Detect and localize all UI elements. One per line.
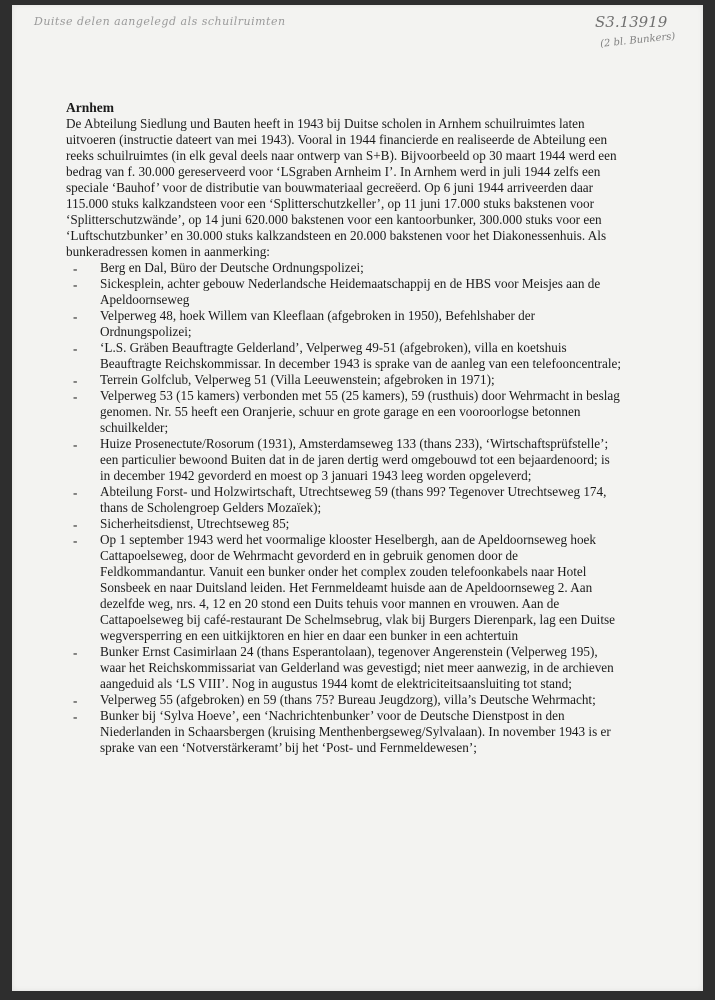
list-bullet: - — [73, 485, 78, 500]
list-bullet: - — [73, 277, 78, 292]
list-item-text: Berg en Dal, Büro der Deutsche Ordnungspolizei; — [100, 260, 364, 275]
list-item — [66, 516, 622, 532]
list-bullet: - — [73, 709, 78, 724]
list-bullet: - — [73, 261, 78, 276]
archive-code: S3.13919 — [595, 13, 668, 31]
intro-paragraph: De Abteilung Siedlung und Bauten heeft in 1943 bij Duitse scholen in Arnhem schuilruimtes laten uitvoeren (instructie dateert van mei 1943). Vooral in 1944 financierde en realiseerde de Abteilung een reeks schuilruimtes (in elk geval deels naar ontwerp van S+B). Bijvoorbeeld op 30 maart 1944 werd een bedrag van f. 30.000 gereserveerd voor ‘LSgraben Arnheim I’. In Arnhem werd in juli 1944 zelfs een speciale ‘Bauhof’ voor de distributie van bouwmateriaal gecreëerd. Op 6 juni 1944 arriveerden daar 115.000 stuks kalkzandsteen voor een ‘Splitterschutzkeller’, op 11 juni 17.000 stuks bakstenen voor ‘Splitterschutzwände’, op 14 juni 620.000 bakstenen voor een kantoorbunker, 300.000 stuks voor een ‘Luftschutzbunker’ en 30.000 stuks kalkzandsteen en 20.000 bakstenen voor het Diakonessenhuis. Als bunkeradressen komen in aanmerking: — [66, 116, 617, 259]
bunker-address-list — [66, 260, 622, 756]
list-bullet: - — [73, 533, 78, 548]
list-item — [66, 276, 622, 308]
list-item-text: Sickesplein, achter gebouw Nederlandsche Heidemaatschappij en de HBS voor Meisjes aan de Apeldoornseweg — [100, 276, 601, 307]
list-item-text: Huize Prosenectute/Rosorum (1931), Amsterdamseweg 133 (thans 233), ‘Wirtschaftsprüfstelle’; een particulier bewoond Buiten dat in de jaren dertig werd omgebouwd tot een bejaardenoord; is in december 1942 gevorderd en moest op 3 januari 1943 leeg worden opgeleverd; — [100, 436, 610, 483]
list-item — [66, 372, 622, 388]
section-heading: Arnhem — [66, 100, 114, 115]
list-bullet: - — [73, 373, 78, 388]
list-item-text: Bunker bij ‘Sylva Hoeve’, een ‘Nachrichtenbunker’ voor de Deutsche Dienstpost in den Niederlanden in Schaarsbergen (kruising Menthenbergseweg/Sylvalaan). In november 1943 is er sprake van een ‘Notverstärkeramt’ bij het ‘Post- und Fernmeldewesen’; — [100, 708, 611, 755]
list-item — [66, 692, 622, 708]
list-item — [66, 708, 622, 756]
list-item-text: Velperweg 48, hoek Willem van Kleeflaan (afgebroken in 1950), Befehlshaber der Ordnungspolizei; — [100, 308, 535, 339]
list-bullet: - — [73, 341, 78, 356]
list-item-text: Velperweg 55 (afgebroken) en 59 (thans 75? Bureau Jeugdzorg), villa’s Deutsche Wehrmacht; — [100, 692, 596, 707]
list-bullet: - — [73, 517, 78, 532]
list-bullet: - — [73, 645, 78, 660]
list-item — [66, 484, 622, 516]
list-item-text: Op 1 september 1943 werd het voormalige klooster Heselbergh, aan de Apeldoornseweg hoek Cattapoelseweg, door de Wehrmacht gevorderd en in gebruik genomen door de Feldkommandantur. Vanuit een bunker onder het complex zouden telefoonkabels naar Hotel Sonsbeek en naar Duitsland leiden. Het Fernmeldeamt huisde aan de Apeldoornseweg 2. Aan dezelfde weg, nrs. 4, 12 en 20 stond een Duits tehuis voor mannen en vrouwen. Aan de Cattapoelseweg bij café-restaurant De Schelmsebrug, vlak bij Burgers Dierenpark, lag een Duitse wegversperring en een uitkijktoren en hier en daar een bunker in een achtertuin — [100, 532, 615, 643]
list-item-text: Abteilung Forst- und Holzwirtschaft, Utrechtseweg 59 (thans 99? Tegenover Utrechtseweg 174, thans de Scholengroep Gelders Mozaïek); — [100, 484, 607, 515]
list-item-text: Bunker Ernst Casimirlaan 24 (thans Esperantolaan), tegenover Angerenstein (Velperweg 195), waar het Reichskommissariat van Gelderland was gevestigd; niet meer aanwezig, in de archieven aangeduid als ‘LS VIII’. Nog in augustus 1944 komt de elektriciteitsaansluiting tot stand; — [100, 644, 614, 691]
list-item — [66, 260, 622, 276]
list-item-text: Velperweg 53 (15 kamers) verbonden met 55 (25 kamers), 59 (rusthuis) door Wehrmacht in beslag genomen. Nr. 55 heeft een Oranjerie, schuur en grote garage en een vooroorlogse betonnen schuilkelder; — [100, 388, 620, 435]
list-bullet: - — [73, 309, 78, 324]
list-item — [66, 340, 622, 372]
list-item — [66, 308, 622, 340]
list-item — [66, 532, 622, 644]
document-body — [66, 100, 622, 756]
list-item-text: Sicherheitsdienst, Utrechtseweg 85; — [100, 516, 290, 531]
handwritten-note: Duitse delen aangelegd als schuilruimten — [34, 15, 286, 28]
archive-subnote: (2 bl. Bunkers) — [599, 31, 676, 50]
list-item-text: ‘L.S. Gräben Beauftragte Gelderland’, Velperweg 49-51 (afgebroken), villa en koetshuis Beauftragte Reichskommissar. In december 1943 is sprake van de aanleg van een telefooncentrale; — [100, 340, 622, 371]
list-bullet: - — [73, 693, 78, 708]
list-item-text: Terrein Golfclub, Velperweg 51 (Villa Leeuwenstein; afgebroken in 1971); — [100, 372, 495, 387]
list-bullet: - — [73, 389, 78, 404]
list-item — [66, 436, 622, 484]
list-item — [66, 644, 622, 692]
list-bullet: - — [73, 437, 78, 452]
list-item — [66, 388, 622, 436]
